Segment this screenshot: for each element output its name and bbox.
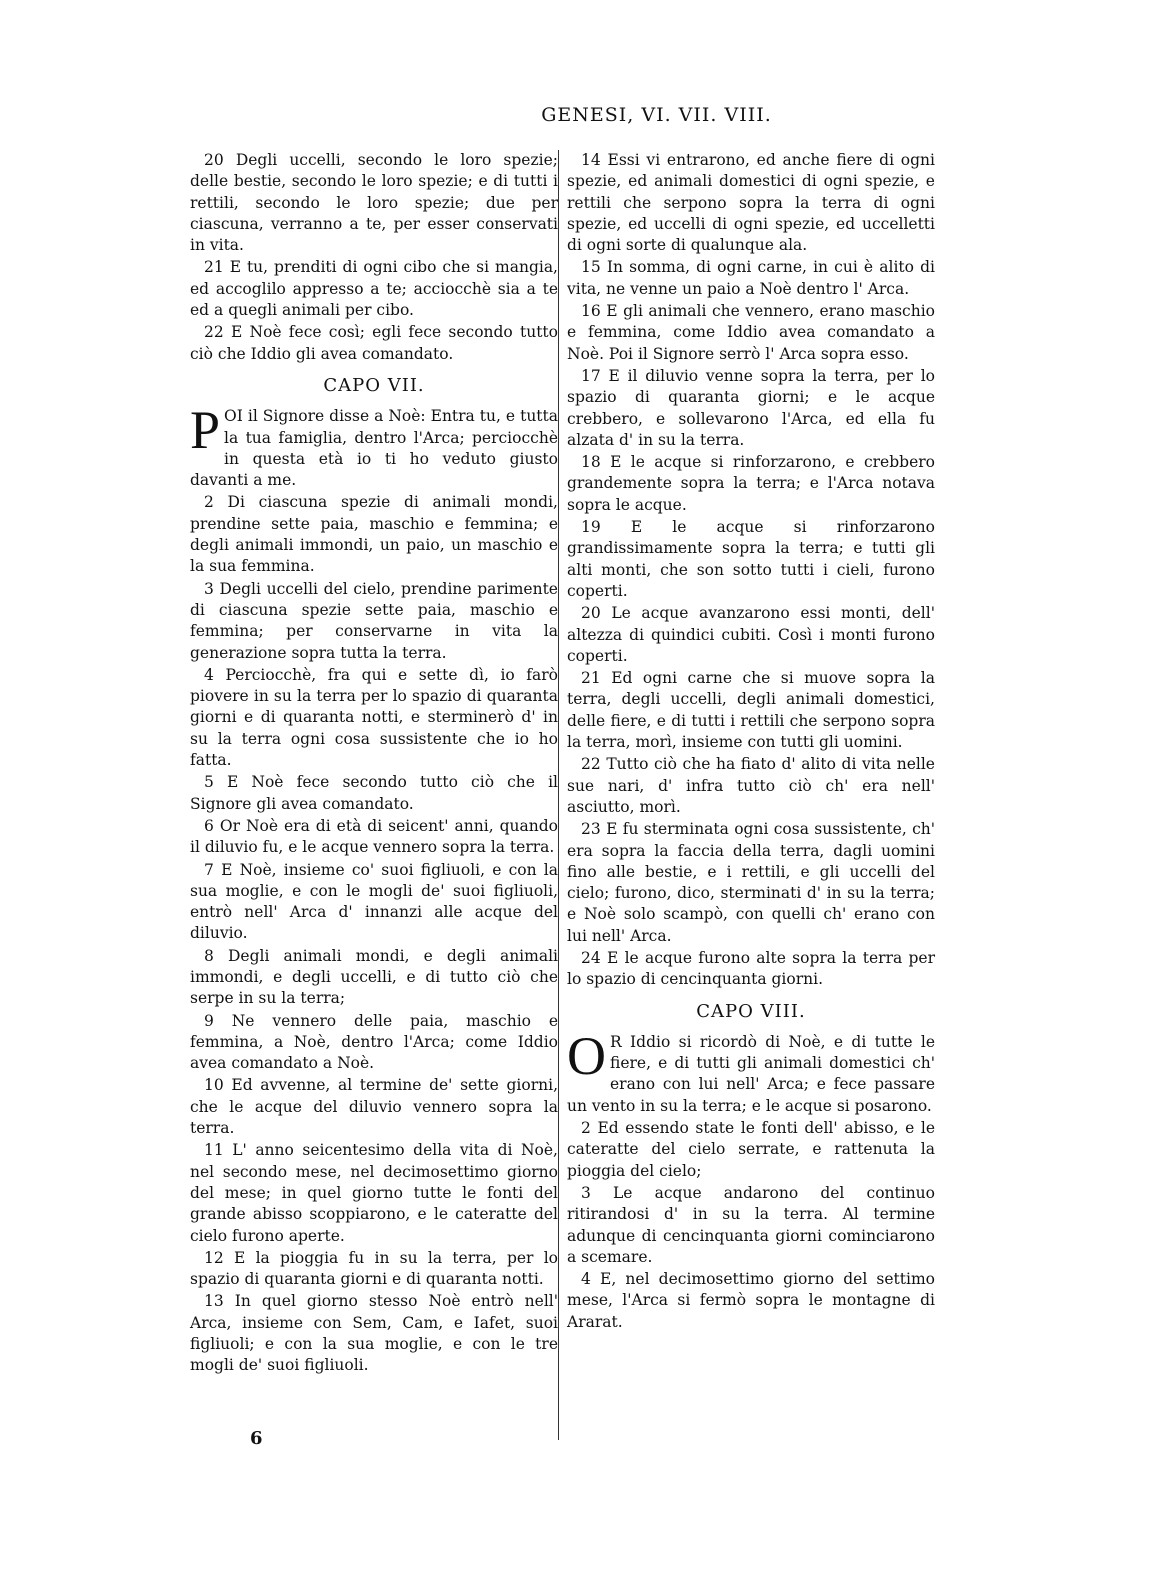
right-verses-after bbox=[567, 1118, 935, 1333]
verse bbox=[567, 150, 935, 256]
verse-number: 4 bbox=[204, 665, 214, 684]
verse bbox=[567, 754, 935, 818]
verse-number: 11 bbox=[204, 1141, 224, 1160]
verse-number: 8 bbox=[204, 946, 214, 965]
chapter-viii-opening bbox=[567, 1025, 935, 1117]
verse bbox=[567, 819, 935, 947]
drop-cap-initial: P bbox=[190, 400, 221, 461]
verse bbox=[190, 150, 558, 256]
verse-number: 21 bbox=[204, 258, 224, 277]
verse-number: 13 bbox=[204, 1292, 224, 1311]
verse bbox=[567, 948, 935, 991]
verse-text: E Noè fece così; egli fece secondo tutto ciò che Iddio gli avea comandato. bbox=[190, 323, 558, 363]
verse-number: 18 bbox=[581, 453, 601, 472]
column-divider bbox=[558, 150, 559, 1440]
verse-number: 19 bbox=[581, 518, 601, 537]
verse-number: 21 bbox=[581, 669, 601, 688]
verse-text: Essi vi entrarono, ed anche fiere di ogni spezie, ed animali domestici di ogni spezie, e rettili che serpono sopra la terra di ogni spezie, ed uccelli di ogni spezie, ed uccelletti di ogni sorte di qualunque ala. bbox=[567, 151, 935, 255]
verse-number: 22 bbox=[581, 755, 601, 774]
verse-text: In quel giorno stesso Noè entrò nell' Arca, insieme con Sem, Cam, e Iafet, suoi figliuoli; e con la sua moglie, e con le tre mogli de' suoi figliuoli. bbox=[190, 1292, 558, 1375]
verse-number: 22 bbox=[204, 323, 224, 342]
right-verses-before bbox=[567, 150, 935, 991]
left-verses-before bbox=[190, 150, 558, 365]
verse bbox=[190, 322, 558, 365]
verse-text: Le acque avanzarono essi monti, dell' altezza di quindici cubiti. Così i monti furono coperti. bbox=[567, 604, 935, 665]
verse-text: Di ciascuna spezie di animali mondi, prendine sette paia, maschio e femmina; e degli animali immondi, un paio, un maschio e la sua femmina. bbox=[190, 493, 558, 576]
left-column bbox=[190, 150, 558, 1378]
verse-text: E le acque si rinforzarono grandissimamente sopra la terra; e tutti gli alti monti, che son sotto tutti i cieli, furono coperti. bbox=[567, 518, 935, 600]
verse-text: E il diluvio venne sopra la terra, per lo spazio di quaranta giorni; e le acque crebbero, e sollevarono l'Arca, ed ella fu alzata d' in su la terra. bbox=[567, 366, 935, 449]
verse-text: Or Noè era di età di seicent' anni, quando il diluvio fu, e le acque vennero sopra la terra. bbox=[190, 816, 558, 857]
chapter-opening-text: R Iddio si ricordò di Noè, e di tutte le fiere, e di tutti gli animali domestici ch' erano con lui nell' Arca; e fece passare un vento in su la terra; e le acque si posarono. bbox=[567, 1032, 935, 1115]
verse-number: 2 bbox=[581, 1119, 591, 1138]
verse-number: 16 bbox=[581, 302, 601, 321]
verse-text: E la pioggia fu in su la terra, per lo spazio di quaranta giorni e di quaranta notti. bbox=[190, 1248, 558, 1289]
verse bbox=[190, 816, 558, 859]
left-verses-after bbox=[190, 492, 558, 1376]
verse-text: Le acque andarono del continuo ritirandosi d' in su la terra. Al termine adunque di cencinquanta giorni cominciarono a scemare. bbox=[567, 1183, 935, 1266]
verse bbox=[567, 517, 935, 602]
verse-number: 9 bbox=[204, 1011, 214, 1030]
verse-text: Degli uccelli del cielo, prendine parimente di ciascuna spezie sette paia, maschio e femmina; per conservarne in vita la generazione sopra tutta la terra. bbox=[190, 579, 558, 662]
verse-text: E le acque furono alte sopra la terra per lo spazio di cencinquanta giorni. bbox=[567, 948, 935, 989]
verse-number: 24 bbox=[581, 948, 601, 967]
verse-text: Ne vennero delle paia, maschio e femmina, a Noè, dentro l'Arca; come Iddio avea comandato a Noè. bbox=[190, 1011, 558, 1073]
verse-text: Degli animali mondi, e degli animali immondi, e degli uccelli, e di tutto ciò che serpe in su la terra; bbox=[190, 946, 558, 1008]
verse-number: 15 bbox=[581, 258, 601, 277]
verse bbox=[190, 492, 558, 577]
chapter-heading-viii: CAPO VIII. bbox=[696, 1000, 806, 1022]
verse bbox=[190, 860, 558, 945]
verse bbox=[190, 946, 558, 1010]
running-header bbox=[0, 104, 1163, 126]
verse-text: L' anno seicentesimo della vita di Noè, nel secondo mese, nel decimosettimo giorno del mese; in quel giorno tutte le fonti del grande abisso scoppiarono, e le cateratte del cielo furono aperte. bbox=[190, 1141, 558, 1245]
verse-text: Ed avvenne, al termine de' sette giorni, che le acque del diluvio vennero sopra la terra. bbox=[190, 1076, 558, 1138]
verse-number: 10 bbox=[204, 1076, 224, 1095]
verse bbox=[567, 1118, 935, 1182]
verse-number: 20 bbox=[204, 151, 224, 169]
verse-number: 3 bbox=[581, 1183, 591, 1202]
verse-text: Degli uccelli, secondo le loro spezie; delle bestie, secondo le loro spezie; e di tutti i rettili, secondo le loro spezie; due per ciascuna, verranno a te, per esser conservati in vita. bbox=[190, 151, 558, 255]
verse-text: E fu sterminata ogni cosa sussistente, ch' era sopra la faccia della terra, dagli uomini fino alle bestie, e i rettili, e gli uccelli del cielo; furono, dico, sterminati d' in su la terra; e Noè solo scampò, con quelli ch' erano con lui nell' Arca. bbox=[567, 820, 935, 945]
verse bbox=[190, 1075, 558, 1139]
verse-number: 20 bbox=[581, 604, 601, 623]
verse bbox=[567, 366, 935, 451]
verse-number: 5 bbox=[204, 773, 214, 792]
chapter-opening-text: OI il Signore disse a Noè: Entra tu, e tutta la tua famiglia, dentro l'Arca; perciocchè in questa età io ti ho veduto giusto davanti a me. bbox=[190, 407, 558, 490]
verse bbox=[567, 1183, 935, 1268]
verse-number: 14 bbox=[581, 151, 601, 169]
verse bbox=[190, 1011, 558, 1075]
verse-text: E le acque si rinforzarono, e crebbero grandemente sopra la terra; e l'Arca notava sopra le acque. bbox=[567, 453, 935, 514]
verse-text: Tutto ciò che ha fiato d' alito di vita nelle sue nari, d' infra tutto ciò ch' era nell' asciutto, morì. bbox=[567, 755, 935, 816]
verse-number: 12 bbox=[204, 1248, 224, 1267]
verse bbox=[567, 668, 935, 753]
verse-text: E Noè fece secondo tutto ciò che il Signore gli avea comandato. bbox=[190, 773, 558, 813]
verse-text: In somma, di ogni carne, in cui è alito di vita, ne venne un paio a Noè dentro l' Arca. bbox=[567, 258, 935, 298]
verse bbox=[190, 665, 558, 771]
verse bbox=[190, 257, 558, 321]
verse-number: 2 bbox=[204, 493, 214, 512]
verse-text: E Noè, insieme co' suoi figliuoli, e con la sua moglie, e con le mogli de' suoi figliuoli, entrò nell' Arca d' innanzi alle acque del diluvio. bbox=[190, 860, 558, 943]
verse bbox=[567, 1269, 935, 1333]
verse bbox=[567, 257, 935, 300]
verse-number: 4 bbox=[581, 1270, 591, 1289]
verse-text: E gli animali che vennero, erano maschio e femmina, come Iddio avea comandato a Noè. Poi il Signore serrò l' Arca sopra esso. bbox=[567, 302, 935, 363]
verse-number: 17 bbox=[581, 366, 601, 385]
verse-text: E tu, prenditi di ogni cibo che si mangia, ed accoglilo appresso a te; acciocchè sia a te ed a quegli animali per cibo. bbox=[190, 258, 558, 320]
verse-text: Ed essendo state le fonti dell' abisso, e le cateratte del cielo serrate, e rattenuta la pioggia del cielo; bbox=[567, 1119, 935, 1180]
verse-text: Perciocchè, fra qui e sette dì, io farò piovere in su la terra per lo spazio di quaranta giorni e di quaranta notti, e sterminerò d' in su la terra ogni cosa sussistente che io ho fatta. bbox=[190, 665, 558, 770]
verse-text: Ed ogni carne che si muove sopra la terra, degli uccelli, degli animali domestici, delle fiere, e di tutti i rettili che serpono sopra la terra, morì, insieme con tutti gli uomini. bbox=[567, 669, 935, 752]
verse bbox=[567, 603, 935, 667]
verse bbox=[190, 1248, 558, 1291]
verse bbox=[190, 1140, 558, 1246]
verse-text: E, nel decimosettimo giorno del settimo mese, l'Arca si fermò sopra le montagne di Ararat. bbox=[567, 1270, 935, 1331]
right-column bbox=[567, 150, 935, 1334]
verse-number: 3 bbox=[204, 579, 214, 598]
verse bbox=[190, 772, 558, 815]
verse bbox=[190, 1291, 558, 1376]
verse-number: 7 bbox=[204, 860, 214, 879]
verse-number: 23 bbox=[581, 820, 601, 839]
verse bbox=[567, 301, 935, 365]
drop-cap-initial: O bbox=[567, 1025, 606, 1086]
chapter-vii-opening bbox=[190, 400, 558, 491]
verse bbox=[190, 579, 558, 664]
verse bbox=[567, 452, 935, 516]
page-number: 6 bbox=[250, 1428, 263, 1449]
chapter-heading-vii: CAPO VII. bbox=[323, 374, 425, 396]
page-title: GENESI, VI. VII. VIII. bbox=[541, 104, 772, 126]
verse-number: 6 bbox=[204, 816, 214, 835]
